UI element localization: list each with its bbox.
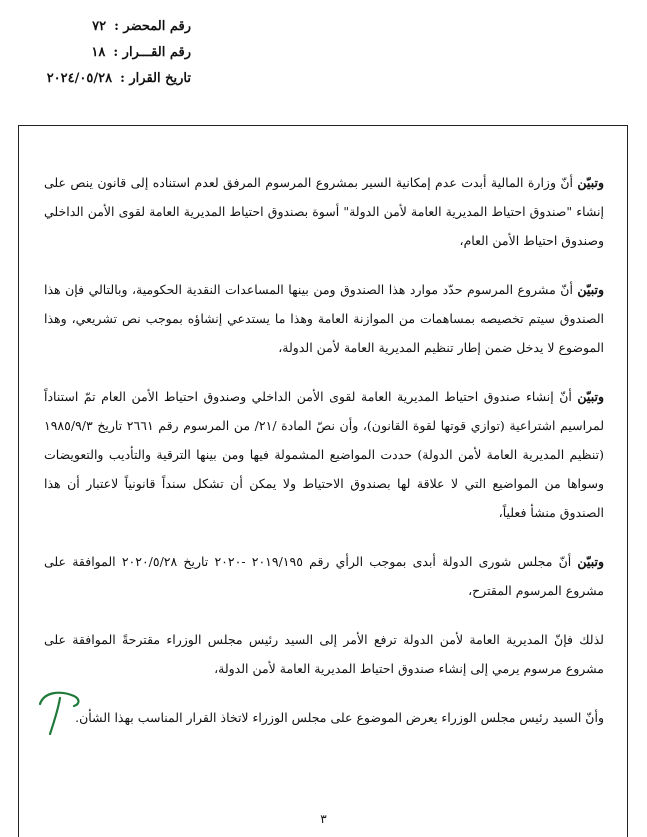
handwritten-signature xyxy=(30,682,90,742)
decision-date-value: ٢٠٢٤/٠٥/٢٨ xyxy=(46,71,113,86)
paragraph xyxy=(44,275,604,362)
minutes-number-row xyxy=(11,14,191,40)
decision-number-value: ١٨ xyxy=(91,45,106,60)
paragraph xyxy=(44,547,604,605)
paragraph xyxy=(44,168,604,255)
document-body xyxy=(44,168,604,752)
paragraph-text: أنّ وزارة المالية أبدت عدم إمكانية السير بمشروع المرسوم المرفق لعدم استناده إلى قانون ينص على إنشاء "صندوق احتياط المديرية العامة لأمن الدولة" أسوة بصندوق احتياط المديرية العامة لقوى الأمن الداخلي وصندوق احتياط الأمن العام، xyxy=(44,175,604,248)
paragraph-text: أنّ مجلس شورى الدولة أبدى بموجب الرأي رقم ٢٠١٩/١٩٥ -٢٠٢٠ تاريخ ٢٠٢٠/٥/٢٨ الموافقة على مشروع المرسوم المقترح، xyxy=(44,554,604,598)
paragraph-lead: وتبيّن xyxy=(577,175,604,190)
paragraph-text: أنّ إنشاء صندوق احتياط المديرية العامة لقوى الأمن الداخلي وصندوق احتياط الأمن العام تمّ استناداً لمراسيم اشتراعية (توازي قوتها لقوة القانون)، وأن نصّ المادة /٢١/ من المرسوم رقم ٢٦٦١ تاريخ ١٩٨٥/٩/٣ (تنظيم المديرية العامة لأمن الدولة) حددت المواضيع المشمولة فيها ومن بينها الترقية والتأديب والتعويضات وسواها من المواضيع التي لا علاقة لها بصندوق الاحتياط ولا يمكن أن تشكل سنداً قانونياً لاعتبار أن هذا الصندوق منشأ فعلياً، xyxy=(44,389,604,520)
minutes-number-label: رقم المحضر : xyxy=(114,19,191,34)
paragraph xyxy=(44,703,604,732)
paragraph-text: لذلك فإنّ المديرية العامة لأمن الدولة ترفع الأمر إلى السيد رئيس مجلس الوزراء مقترحةً الموافقة على مشروع مرسوم يرمي إلى إنشاء صندوق احتياط المديرية العامة لأمن الدولة، xyxy=(44,632,604,676)
decision-number-row xyxy=(11,40,191,66)
page-number: ٣ xyxy=(320,812,327,826)
decision-number-label: رقم القـــرار : xyxy=(113,45,191,60)
minutes-number-value: ٧٢ xyxy=(92,19,107,34)
paragraph-lead: وتبيّن xyxy=(577,282,604,297)
paragraph-text: وأنّ السيد رئيس مجلس الوزراء يعرض الموضوع على مجلس الوزراء لاتخاذ القرار المناسب بهذا الشأن. xyxy=(75,710,604,725)
paragraph-lead: وتبيّن xyxy=(577,389,604,404)
paragraph xyxy=(44,382,604,527)
paragraph xyxy=(44,625,604,683)
decision-date-row xyxy=(11,66,191,92)
document-header xyxy=(11,14,191,92)
paragraph-text: أنّ مشروع المرسوم حدّد موارد هذا الصندوق ومن بينها المساعدات النقدية الحكومية، وبالتالي فإن هذا الصندوق سيتم تخصيصه بمساهمات من الموازنة العامة وهذا ما يستدعي إنشاؤه بموجب نص تشريعي، وهذا الموضوع لا يدخل ضمن إطار تنظيم المديرية العامة لأمن الدولة، xyxy=(44,282,604,355)
decision-date-label: تاريخ القرار : xyxy=(120,71,191,86)
paragraph-lead: وتبيّن xyxy=(577,554,604,569)
